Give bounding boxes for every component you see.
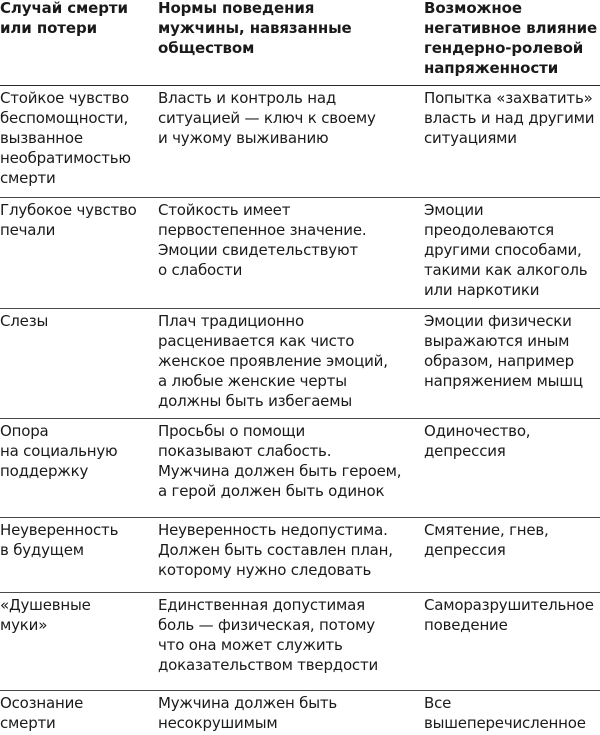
cell-text: Плач традиционно расценивается как чисто женское проявление эмоций, а любые женские черты должны быть избегаемы bbox=[158, 312, 388, 410]
header-text: Случай смерти или потери bbox=[0, 0, 128, 37]
table-cell-loss-event bbox=[0, 198, 158, 309]
table-cell-negative-impact bbox=[424, 593, 600, 691]
cell-text: Одиночество, депрессия bbox=[424, 422, 531, 460]
header-text: Нормы поведения мужчины, навязанные обществом bbox=[158, 0, 352, 57]
table-row bbox=[0, 198, 600, 309]
table-cell-social-norms bbox=[158, 419, 424, 518]
table-row bbox=[0, 518, 600, 593]
table-cell-social-norms bbox=[158, 309, 424, 419]
header-text: Возможное негативное влияние гендерно-ролевой напряженности bbox=[424, 0, 598, 77]
table-cell-social-norms bbox=[158, 86, 424, 198]
table-header bbox=[0, 0, 600, 86]
table-row bbox=[0, 309, 600, 419]
table-row bbox=[0, 86, 600, 198]
table-cell-negative-impact bbox=[424, 518, 600, 593]
cell-text: Глубокое чувство печали bbox=[0, 201, 137, 239]
cell-text: Саморазрушительное поведение bbox=[424, 596, 594, 634]
column-header-loss-event bbox=[0, 0, 158, 86]
table-cell-negative-impact bbox=[424, 86, 600, 198]
table-cell-loss-event bbox=[0, 419, 158, 518]
cell-text: Неуверенность в будущем bbox=[0, 521, 119, 559]
table-cell-social-norms bbox=[158, 593, 424, 691]
cell-text: Стойкость имеет первостепенное значение. Эмоции свидетельствуют о слабости bbox=[158, 201, 367, 279]
cell-text: Мужчина должен быть несокрушимым bbox=[158, 694, 338, 732]
table-cell-negative-impact bbox=[424, 691, 600, 735]
table-row bbox=[0, 593, 600, 691]
cell-text: Осознание смерти bbox=[0, 694, 84, 732]
cell-text: Попытка «захватить» власть и над другими ситуациями bbox=[424, 89, 595, 147]
cell-text: Эмоции преодолеваются другими способами, такими как алкоголь или наркотики bbox=[424, 201, 588, 299]
table-cell-social-norms bbox=[158, 518, 424, 593]
table-cell-loss-event bbox=[0, 86, 158, 198]
cell-text: Неуверенность недопустима. Должен быть составлен план, которому нужно следовать bbox=[158, 521, 393, 579]
table-cell-social-norms bbox=[158, 691, 424, 735]
cell-text: Опора на социальную поддержку bbox=[0, 422, 118, 480]
table-cell-negative-impact bbox=[424, 198, 600, 309]
table-cell-negative-impact bbox=[424, 309, 600, 419]
cell-text: Единственная допустимая боль — физическая, потому что она может служить доказательством твердости bbox=[158, 596, 379, 674]
table-row bbox=[0, 691, 600, 735]
table-cell-negative-impact bbox=[424, 419, 600, 518]
cell-text: «Душевные муки» bbox=[0, 596, 91, 634]
table-cell-social-norms bbox=[158, 198, 424, 309]
cell-text: Просьбы о помощи показывают слабость. Мужчина должен быть героем, а герой должен быть одинок bbox=[158, 422, 402, 500]
cell-text: Стойкое чувство беспомощности, вызванное необратимостью смерти bbox=[0, 89, 131, 187]
column-header-social-norms bbox=[158, 0, 424, 86]
table-cell-loss-event bbox=[0, 593, 158, 691]
cell-text: Власть и контроль над ситуацией — ключ к своему и чужому выживанию bbox=[158, 89, 376, 147]
cell-text: Все вышеперечисленное bbox=[424, 694, 586, 732]
table-cell-loss-event bbox=[0, 691, 158, 735]
cell-text: Слезы bbox=[0, 312, 49, 330]
table-body bbox=[0, 86, 600, 735]
cell-text: Смятение, гнев, депрессия bbox=[424, 521, 549, 559]
table-cell-loss-event bbox=[0, 309, 158, 419]
cell-text: Эмоции физически выражаются иным образом, например напряжением мышц bbox=[424, 312, 583, 390]
column-header-negative-impact bbox=[424, 0, 600, 86]
table-row bbox=[0, 419, 600, 518]
header-row bbox=[0, 0, 600, 86]
table-cell-loss-event bbox=[0, 518, 158, 593]
